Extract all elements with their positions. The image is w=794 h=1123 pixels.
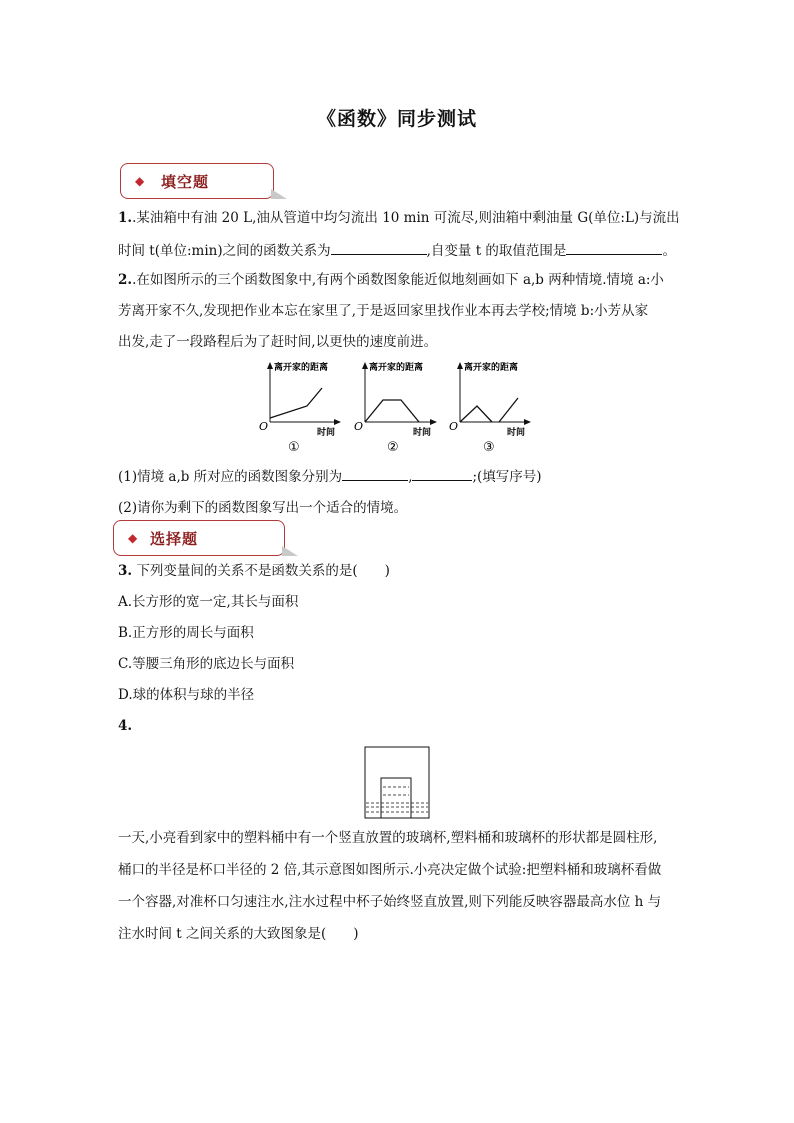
q2-text-line1: .在如图所示的三个函数图象中,有两个函数图象能近似地刻画如下 a,b 两种情境.情境 a:小 (132, 272, 664, 288)
q2-sub1-text-c: ;(填写序号) (472, 469, 542, 485)
q2-line3 (118, 332, 437, 352)
graph-2-origin: O (354, 420, 364, 433)
q1-text-line2a: 时间 t(单位:min)之间的函数关系为 (118, 243, 331, 259)
q4-line1: 一天,小亮看到家中的塑料桶中有一个竖直放置的玻璃杯,塑料桶和玻璃杯的形状都是圆柱形, (118, 830, 658, 846)
bucket-cup-diagram (362, 745, 432, 820)
q4-line4: 注水时间 t 之间关系的大致图象是( ) (118, 926, 359, 942)
q3-option-a[interactable]: A.长方形的宽一定,其长与面积 (118, 594, 299, 610)
graph-2-xlabel: 时间 (413, 428, 432, 438)
graph-1-xlabel: 时间 (317, 428, 336, 438)
q3-stem (118, 561, 390, 581)
diamond-icon: ◆ (128, 531, 138, 545)
q3-option-b[interactable]: B.正方形的周长与面积 (118, 625, 254, 641)
q4-number: 4. (118, 718, 133, 734)
diamond-icon: ◆ (135, 174, 145, 188)
q3-option-c[interactable]: C.等腰三角形的底边长与面积 (118, 656, 295, 672)
q2-line1 (118, 270, 664, 290)
q2-sub2 (118, 498, 407, 518)
graph-2 (354, 361, 437, 455)
graph-1-marker: ① (288, 440, 300, 455)
section-header-choice (113, 520, 285, 556)
q2-line2 (118, 301, 648, 321)
graph-3-origin: O (449, 420, 459, 433)
q2-sub1 (118, 466, 542, 487)
graph-3-xlabel: 时间 (507, 428, 526, 438)
q1-line1 (118, 208, 680, 228)
graph-2-ylabel: 离开家的距离 (369, 363, 424, 373)
q3-number: 3. (118, 563, 133, 579)
graph-1-origin: O (259, 420, 269, 433)
graph-1 (259, 361, 341, 455)
q2-text-line2: 芳离开家不久,发现把作业本忘在家里了,于是返回家里找作业本再去学校;情境 b:小芳从家 (118, 303, 649, 319)
graph-2-marker: ② (387, 440, 399, 455)
graph-3 (449, 361, 531, 455)
tab-corner-shadow (271, 189, 287, 199)
q1-text-line1: .某油箱中有油 20 L,油从管道中均匀流出 10 min 可流尽,则油箱中剩油量 G(单位:L)与流出 (132, 210, 680, 226)
q4-number-line (118, 716, 132, 736)
q1-text-line2b: ,自变量 t 的取值范围是 (426, 243, 567, 259)
q2-blank-2[interactable] (412, 466, 472, 481)
q2-sub1-text-b: , (408, 469, 413, 485)
q2-sub2-text: (2)请你为剩下的函数图象写出一个适合的情境。 (118, 500, 408, 516)
q2-blank-1[interactable] (342, 466, 408, 481)
q2-sub1-text-a: (1)情境 a,b 所对应的函数图象分别为 (118, 469, 343, 485)
q2-text-line3: 出发,走了一段路程后为了赶时间,以更快的速度前进。 (118, 334, 438, 350)
graph-1-ylabel: 离开家的距离 (274, 363, 329, 373)
q1-line2 (118, 240, 676, 261)
graph-3-ylabel: 离开家的距离 (464, 363, 519, 373)
page-title: 《函数》同步测试 (316, 108, 477, 130)
tab-corner-shadow (282, 546, 298, 556)
graph-3-marker: ③ (483, 440, 495, 455)
q4-line3: 一个容器,对准杯口匀速注水,注水过程中杯子始终竖直放置,则下列能反映容器最高水位 h 与 (118, 894, 662, 910)
q2-number: 2. (118, 272, 133, 288)
section-label-choice: 选择题 (150, 530, 199, 548)
q3-stem-text: 下列变量间的关系不是函数关系的是( ) (132, 563, 390, 579)
q4-line2: 桶口的半径是杯口半径的 2 倍,其示意图如图所示.小亮决定做个试验:把塑料桶和玻璃杯看做 (118, 862, 662, 878)
section-label-fill: 填空题 (161, 173, 210, 191)
q2-graphs (255, 358, 545, 458)
q1-number: 1. (118, 210, 133, 226)
q1-blank-1[interactable] (331, 240, 427, 255)
q3-option-d[interactable]: D.球的体积与球的半径 (118, 687, 255, 703)
q1-text-line2c: 。 (662, 243, 676, 259)
q1-blank-2[interactable] (566, 240, 662, 255)
section-header-fill (120, 163, 274, 199)
